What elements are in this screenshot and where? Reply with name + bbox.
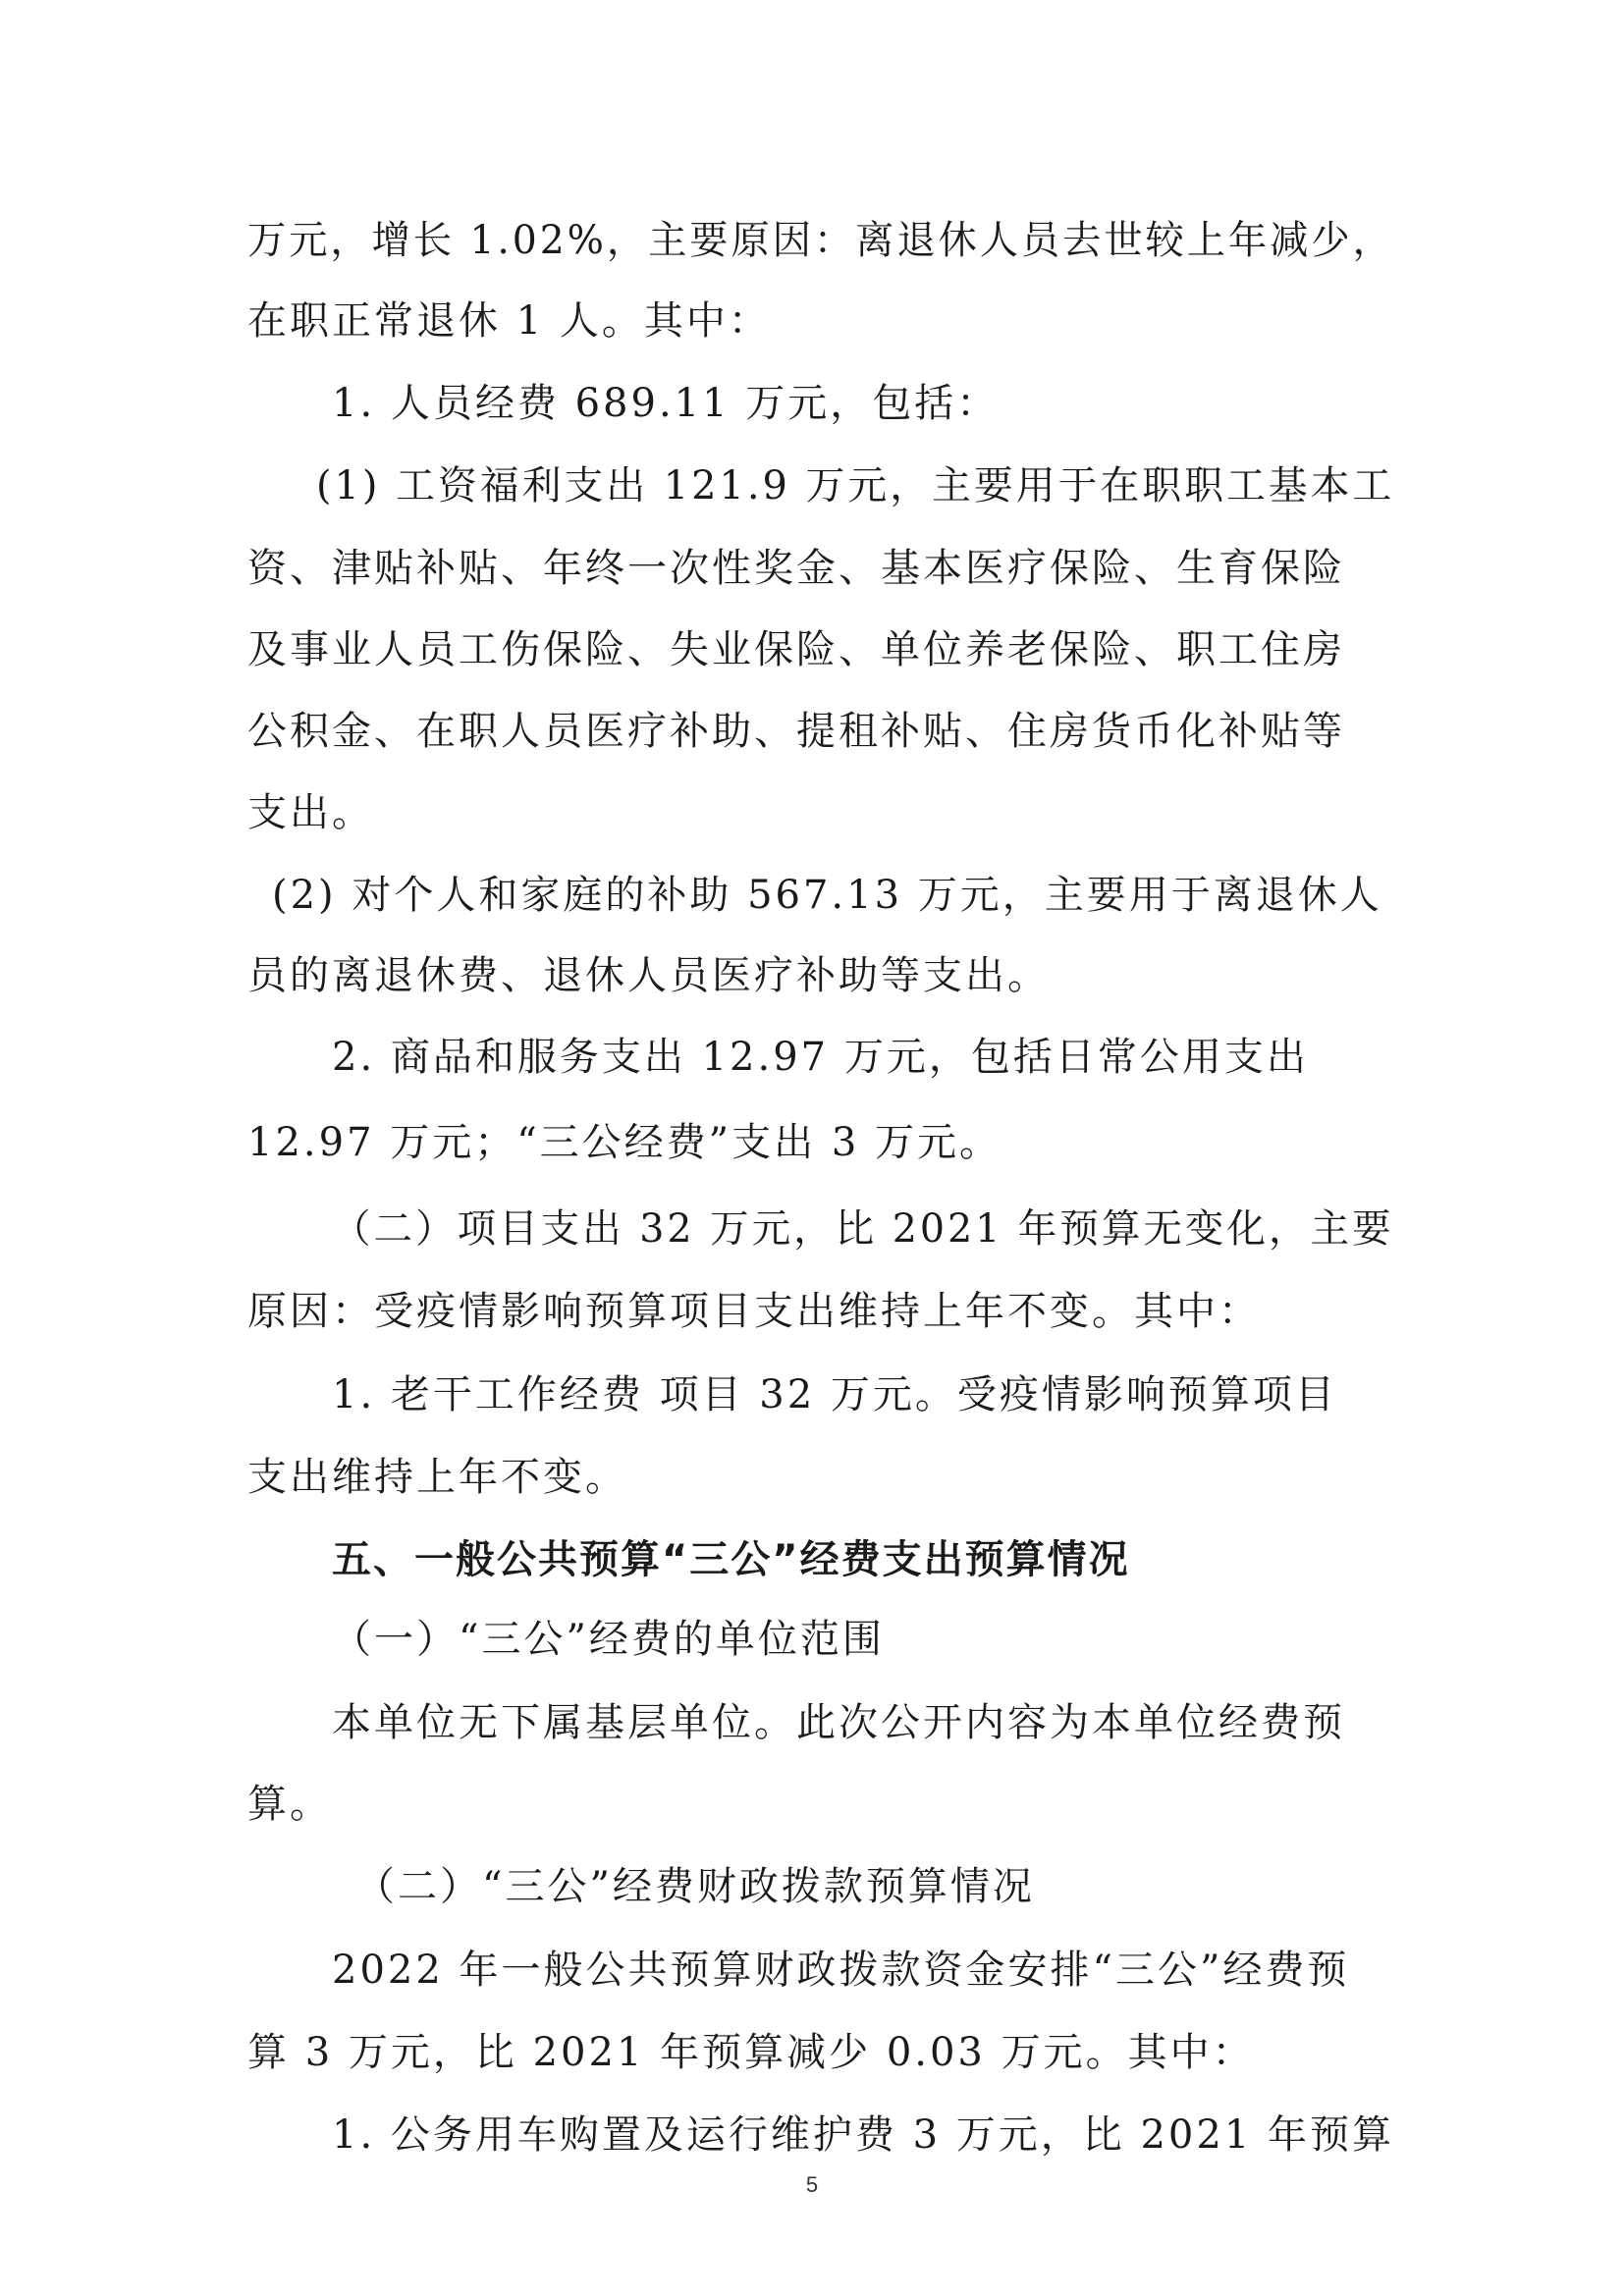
- body-line: 算 3 万元，比 2021 年预算减少 0.03 万元。其中：: [247, 2030, 1255, 2075]
- body-line: 员的离退休费、退休人员医疗补助等支出。: [247, 953, 1050, 998]
- subsection-heading: （一）“三公”经费的单位范围: [332, 1617, 885, 1662]
- list-item-line: 1. 老干工作经费 项目 32 万元。受疫情影响预算项目: [332, 1372, 1337, 1417]
- body-line: 在职正常退休 1 人。其中：: [247, 298, 771, 344]
- body-line: 支出。: [247, 790, 374, 835]
- section-heading: 五、一般公共预算“三公”经费支出预算情况: [332, 1537, 1130, 1582]
- body-line: 本单位无下属基层单位。此次公开内容为本单位经费预: [332, 1700, 1345, 1745]
- body-line: 2022 年一般公共预算财政拨款资金安排“三公”经费预: [332, 1948, 1350, 1993]
- sub-item-line: (1) 工资福利支出 121.9 万元，主要用于在职职工基本工: [316, 463, 1395, 508]
- list-item-line: 1. 公务用车购置及运行维护费 3 万元，比 2021 年预算: [332, 2112, 1394, 2158]
- body-line: 支出维持上年不变。: [247, 1455, 627, 1500]
- body-line: 算。: [247, 1782, 332, 1827]
- sub-item-line: (2) 对个人和家庭的补助 567.13 万元，主要用于离退休人: [272, 873, 1382, 918]
- section-item-line: （二）项目支出 32 万元，比 2021 年预算无变化，主要: [332, 1206, 1394, 1252]
- body-line: 12.97 万元；“三公经费”支出 3 万元。: [247, 1120, 1002, 1165]
- body-line: 原因：受疫情影响预算项目支出维持上年不变。其中：: [247, 1289, 1261, 1334]
- list-item-line: 1. 人员经费 689.11 万元，包括：: [332, 381, 1000, 426]
- body-line: 及事业人员工伤保险、失业保险、单位养老保险、职工住房: [247, 627, 1345, 672]
- body-line: 资、津贴补贴、年终一次性奖金、基本医疗保险、生育保险: [247, 546, 1345, 591]
- subsection-heading: （二）“三公”经费财政拨款预算情况: [355, 1864, 1035, 1909]
- list-item-line: 2. 商品和服务支出 12.97 万元，包括日常公用支出: [332, 1035, 1309, 1080]
- body-line: 万元，增长 1.02%，主要原因：离退休人员去世较上年减少，: [247, 218, 1394, 263]
- body-line: 公积金、在职人员医疗补助、提租补贴、住房货币化补贴等: [247, 709, 1345, 754]
- page-number: 5: [805, 2172, 819, 2197]
